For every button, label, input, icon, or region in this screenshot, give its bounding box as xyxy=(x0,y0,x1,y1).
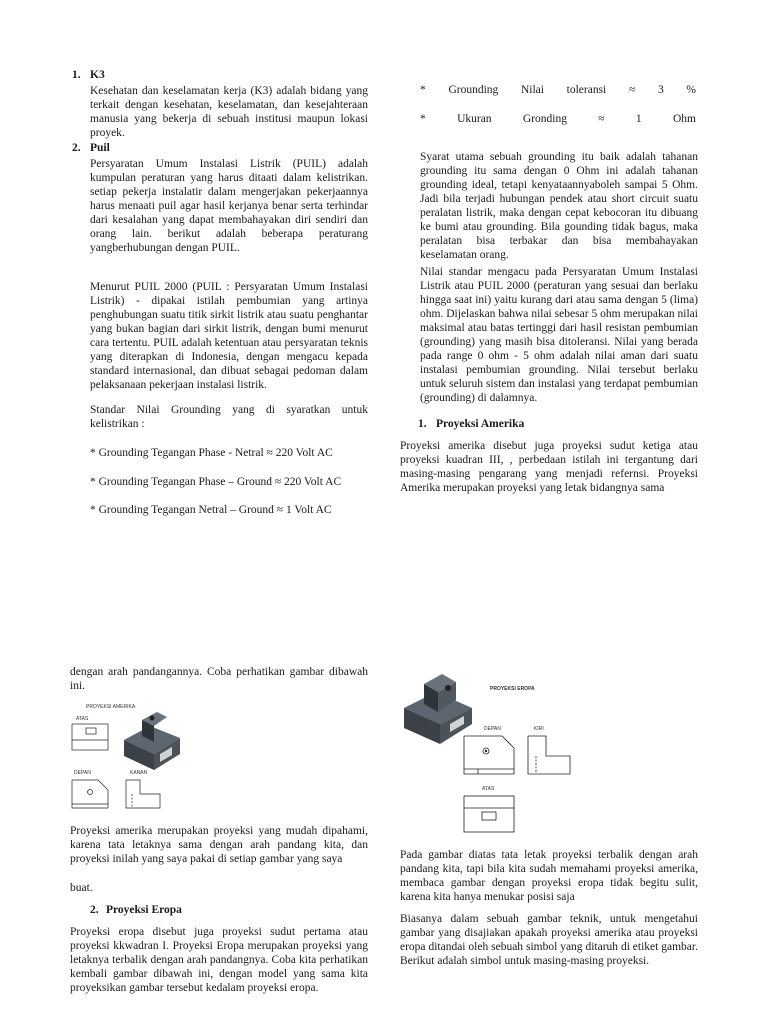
k3-number: 1. xyxy=(72,69,81,81)
grounding-tolerance-row xyxy=(420,84,696,96)
fig-amerika-title: PROYEKSI AMERIKA xyxy=(86,704,136,710)
fig-amerika-label-atas: ATAS xyxy=(76,716,89,722)
puil-number: 2. xyxy=(72,142,81,154)
row-cell: 3 xyxy=(657,84,664,96)
row-cell: Ukuran xyxy=(457,113,492,125)
row-cell: % xyxy=(686,84,696,96)
row-cell: ≈ xyxy=(628,84,636,96)
fig-eropa-label-atas: ATAS xyxy=(482,786,495,792)
eropa-number: 2. xyxy=(90,904,99,916)
amerika-desc-paragraph: Proyeksi amerika merupakan proyeksi yang mudah dipahami, karena tata letaknya sama dengan arah pandang kita, dan proyeksi inilah yang saya pakai di setiap gambar yang saya xyxy=(70,825,368,865)
row-cell: ≈ xyxy=(598,113,605,125)
k3-heading: K3 xyxy=(90,69,105,81)
puil-paragraph: Persyaratan Umum Instalasi Listrik (PUIL) adalah kumpulan peraturan yang harus ditaati dalam kelistrikan. setiap pekerja instalatir dalam mengerjakan pekerjaannya harus menaati puil agar hasil kerjanya benar serta terhindar dari kesalahan yang dapat membahayakan diri sendiri dan orang lain. berikut adalah beberapa peraturang yangberhubungan dengan PUIL. xyxy=(90,158,368,254)
row-cell: toleransi xyxy=(566,84,607,96)
eropa-paragraph: Proyeksi eropa disebut juga proyeksi sudut pertama atau proyeksi kkwadran I. Proyeksi Eropa merupakan proyeksi yang letaknya terbalik dengan arah pandangnya. Coba kita perhatikan kembali gambar dibawah ini, dengan model yang sama kita proyeksikan gambar tersebut kedalam proyeksi eropa. xyxy=(70,926,368,994)
pada-gambar-paragraph: Pada gambar diatas tata letak proyeksi terbalik dengan arah pandang kita, tapi bila kita sudah memahami proyeksi amerika, membaca gambar dengan proyeksi eropa tidak begitu sulit, karena kita hanya menukar posisi saja xyxy=(400,849,698,903)
fig-eropa-label-kiri: KIRI xyxy=(534,726,544,732)
figure-proyeksi-amerika xyxy=(62,700,202,818)
amerika-number: 1. xyxy=(418,418,427,430)
fig-eropa-title: PROYEKSI EROPA xyxy=(490,686,535,692)
row-cell: Nilai xyxy=(520,84,544,96)
lower-intro-paragraph: dengan arah pandangannya. Coba perhatikan gambar dibawah ini. xyxy=(70,666,368,692)
grounding-bullet-2: * Grounding Tegangan Phase – Ground ≈ 220 Volt AC xyxy=(90,476,342,488)
buat-text: buat. xyxy=(70,882,93,894)
fig-amerika-label-kanan: KANAN xyxy=(130,770,148,776)
row-cell: * xyxy=(420,113,426,125)
nilai-standar-paragraph: Nilai standar mengacu pada Persyaratan Umum Instalasi Listrik atau PUIL 2000 (peraturan yang sesuai dan berlaku hingga saat ini) yaitu kurang dari atau sama dengan 5 (lima) ohm. Dijelaskan bahwa nilai sebesar 5 ohm merupakan nilai maksimal atau batas tertinggi dari hasil resistan pembumian (grounding) yang masih bisa ditoleransi. Nilai yang berada pada range 0 ohm - 5 ohm adalah nilai aman dari suatu instalasi pembumian grounding. Nilai tersebut berlaku untuk seluruh sistem dan instalasi yang terdapat pembumian (grounding) di dalamnya. xyxy=(420,266,698,404)
menurut-puil-paragraph: Menurut PUIL 2000 (PUIL : Persyaratan Umum Instalasi Listrik) - dipakai istilah pembumian yang artinya penghubungan suatu titik sirkit listrik atau suatu penghantar yang bukan bagian dari sirkit listrik, dengan bumi menurut cara tertentu. PUIL adalah ketentuan atau persyaratan teknis yang diterapkan di Indonesia, dengan mengacu kepada standard internasional, dan dibuat sebagai pedoman dalam pelaksanaan pekerjaan instalasi listrik. xyxy=(90,281,368,391)
ukuran-grounding-row xyxy=(420,113,696,125)
k3-paragraph: Kesehatan dan keselamatan kerja (K3) adalah bidang yang terkait dengan kesehatan, keselamatan, dan kesejahteraan manusia yang bekerja di sebuah institusi maupun lokasi proyek. xyxy=(90,85,368,139)
eropa-heading: Proyeksi Eropa xyxy=(106,904,182,916)
biasanya-paragraph: Biasanya dalam sebuah gambar teknik, untuk mengetahui gambar yang disajiakan apakah proyeksi amerika atau proyeksi eropa ditandai oleh sebuah simbol yang ditaruh di etiket gambar. Berikut adalah simbol untuk masing-masing proyeksi. xyxy=(400,913,698,967)
fig-eropa-label-depan: DEPAN xyxy=(484,726,501,732)
syarat-paragraph: Syarat utama sebuah grounding itu baik adalah tahanan grounding itu sama dengan 0 Ohm ini adalah tahanan grounding ideal, tetapi kenyataannyaboleh sampai 5 Ohm. Jadi bila terjadi hubungan pendek atau short circuit suatu peralatan listrik, maka dengan cepat kebocoran itu dibuang ke bumi atau grounding. Bila gounding tidak bagus, maka peralatan bisa terbakar dan bisa membahayakan keselamatan orang. xyxy=(420,151,698,261)
fig-amerika-label-depan: DEPAN xyxy=(74,770,91,776)
row-cell: Grounding xyxy=(448,84,499,96)
standar-nilai-paragraph: Standar Nilai Grounding yang di syaratkan untuk kelistrikan : xyxy=(90,404,368,430)
row-cell: Ohm xyxy=(672,113,696,125)
amerika-heading: Proyeksi Amerika xyxy=(436,418,525,430)
row-cell: * xyxy=(420,84,426,96)
figure-proyeksi-eropa xyxy=(398,662,578,840)
row-cell: Gronding xyxy=(522,113,567,125)
row-cell: 1 xyxy=(635,113,642,125)
amerika-paragraph: Proyeksi amerika disebut juga proyeksi sudut ketiga atau proyeksi kuadran III, , perbedaan istilah ini tergantung dari masing-masing pengarang yang menjadi refernsi. Proyeksi Amerika merupakan proyeksi yang letak bidangnya sama xyxy=(400,440,698,494)
grounding-bullet-1: * Grounding Tegangan Phase - Netral ≈ 220 Volt AC xyxy=(90,447,333,459)
puil-heading: Puil xyxy=(90,142,110,154)
grounding-bullet-3: * Grounding Tegangan Netral – Ground ≈ 1 Volt AC xyxy=(90,504,332,516)
